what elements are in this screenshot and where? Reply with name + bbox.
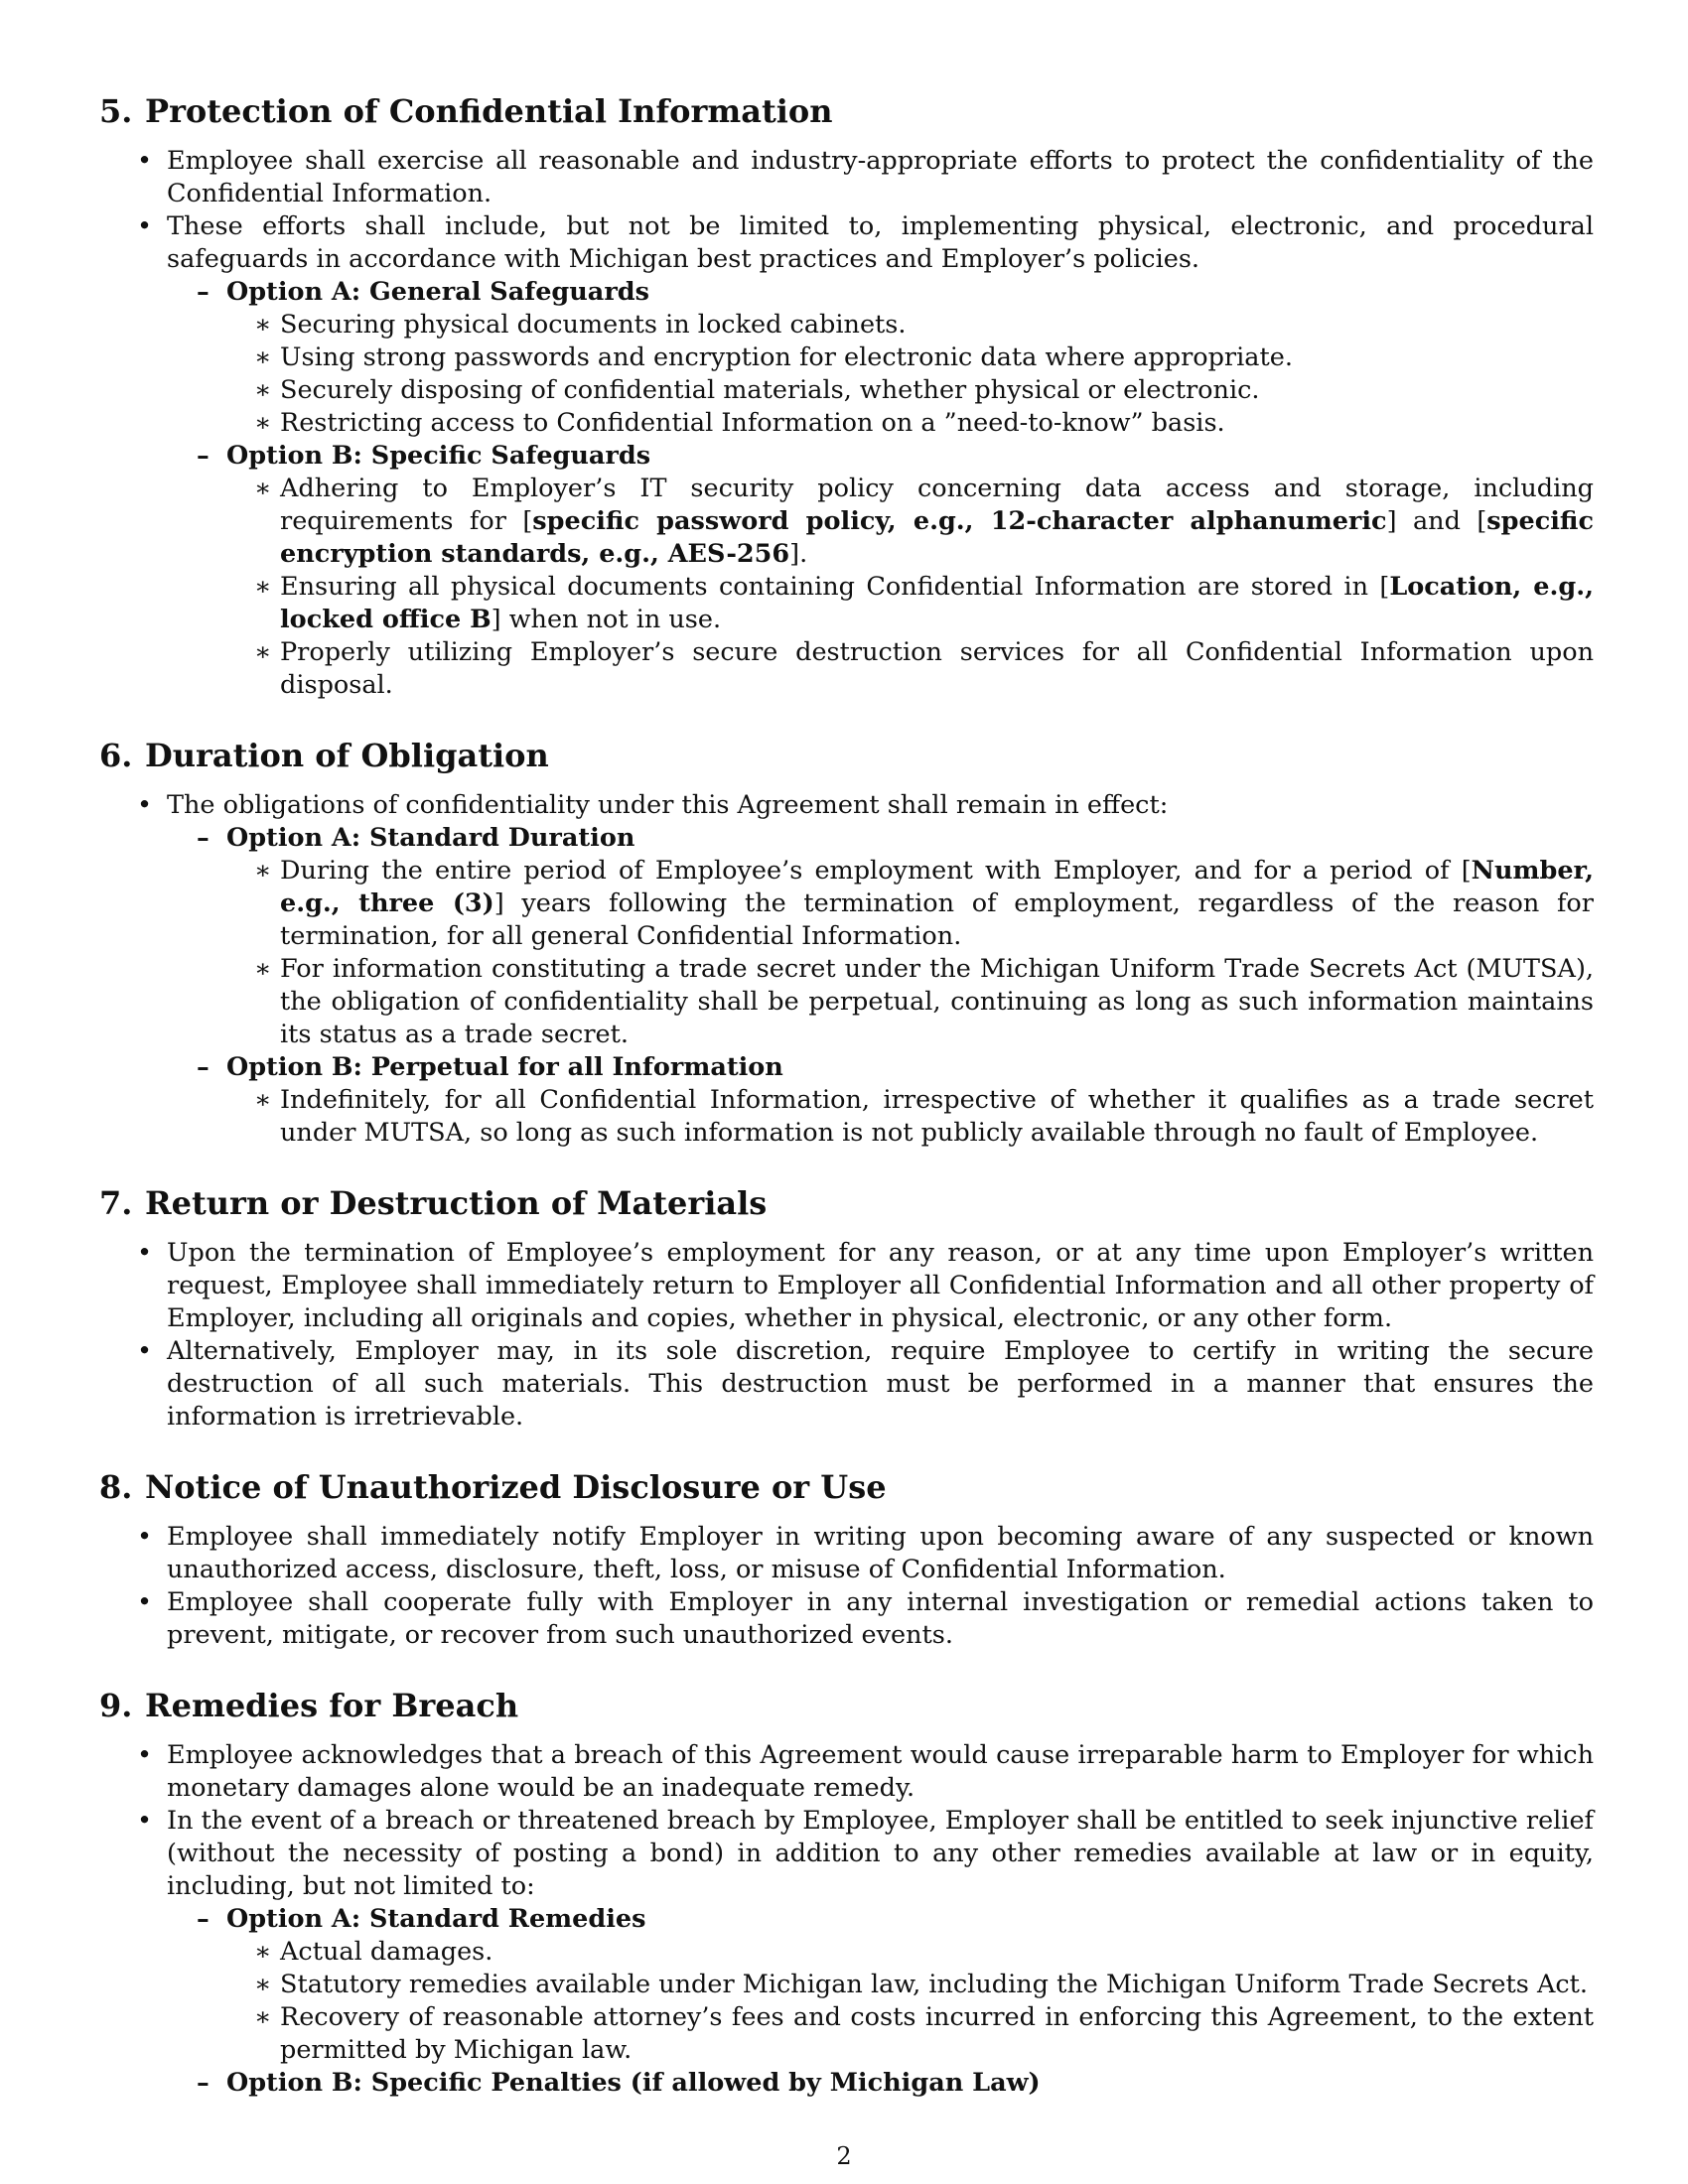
sub-item: ∗ Recovery of reasonable attorney’s fees and costs incurred in enforcing this Agreement, to the extent permitted by Michigan law. (226, 2001, 1594, 2067)
section-heading: 7. Return or Destruction of Materials (99, 1184, 768, 1222)
section-heading: 5. Protection of Confidential Information (99, 92, 833, 130)
sub-item: ∗ Indefinitely, for all Confidential Information, irrespective of whether it qualifies as a trade secret under MUTSA, so long as such information is not publicly available through no fault of Employee. (226, 1084, 1594, 1150)
option-item: – Option A: Standard Duration ∗ During the entire period of Employee’s employment with Employer, and for a period of [Number, e.g., three (3)] years following the termination of employment, regardless of the reason for termination, for all general Confidential Information. ∗ For information constituting a trade secret under the Michigan Uniform Trade Secrets Act (MUTSA), the obligation of confidentiality shall be perpetual, continuing as long as such information maintains its status as a trade secret. (167, 822, 1594, 1051)
sub-item: ∗ During the entire period of Employee’s employment with Employer, and for a period of [Number, e.g., three (3)] years following the termination of employment, regardless of the reason for termination, for all general Confidential Information. (226, 855, 1594, 953)
sub-item: ∗ Using strong passwords and encryption for electronic data where appropriate. (226, 341, 1594, 374)
section-heading: 9. Remedies for Breach (99, 1687, 519, 1724)
option-item: – Option B: Specific Safeguards ∗ Adhering to Employer’s IT security policy concerning data access and storage, including requirements for [specific password policy, e.g., 12-character alphanumeric] and [specific encryption standards, e.g., AES-256]. ∗ Ensuring all physical documents containing Confidential Information are stored in [Location, e.g., locked office B] when not in use. ∗ Properly utilizing Employer’s secure destruction services for all Confidential Information upon disposal. (167, 440, 1594, 702)
list-item: • Employee shall immediately notify Employer in writing upon becoming aware of any suspected or known unauthorized access, disclosure, theft, loss, or misuse of Confidential Information. (99, 1521, 1594, 1586)
sub-item: ∗ For information constituting a trade secret under the Michigan Uniform Trade Secrets Act (MUTSA), the obligation of confidentiality shall be perpetual, continuing as long as such information maintains its status as a trade secret. (226, 953, 1594, 1051)
page-number: 2 (836, 2142, 852, 2170)
list-item: • Upon the termination of Employee’s employment for any reason, or at any time upon Employer’s written request, Employee shall immediately return to Employer all Confidential Information and all other property of Employer, including all originals and copies, whether in physical, electronic, or any other form. (99, 1237, 1594, 1335)
list-item: • Employee shall exercise all reasonable and industry-appropriate efforts to protect the confidentiality of the Confidential Information. (99, 145, 1594, 210)
sub-item: ∗ Securely disposing of confidential materials, whether physical or electronic. (226, 374, 1594, 407)
section-9 (99, 1686, 1594, 2100)
option-item: – Option B: Specific Penalties (if allowed by Michigan Law) (167, 2067, 1594, 2100)
sub-item: ∗ Actual damages. (226, 1936, 1594, 1969)
sub-item: ∗ Properly utilizing Employer’s secure destruction services for all Confidential Information upon disposal. (226, 636, 1594, 702)
option-item: – Option A: General Safeguards ∗ Securing physical documents in locked cabinets. ∗ Using strong passwords and encryption for electronic data where appropriate. ∗ Securely disposing of confidential materials, whether physical or electronic. ∗ Restricting access to Confidential Information on a ”need-to-know” basis. (167, 276, 1594, 440)
list-item: • These efforts shall include, but not be limited to, implementing physical, electronic, and procedural safeguards in accordance with Michigan best practices and Employer’s policies. – Option A: General Safeguards ∗ Securing physical documents in locked cabinets. ∗ Using strong passwords and encryption for electronic data where appropriate. ∗ Securely disposing of confidential materials, whether physical or electronic. ∗ Restricting access to Confidential Information on a ”need-to-know” basis. – Option B: Specific Safeguards ∗ Adhering to Employer’s IT security policy concerning data access and storage, including requirements for [specific password policy, e.g., 12-character alphanumeric] and [specific encryption standards, e.g., AES-256]. ∗ Ensuring all physical documents containing Confidential Information are stored in [Location, e.g., locked office B] when not in use. ∗ Properly utilizing Employer’s secure destruction services for all Confidential Information upon disposal. (99, 210, 1594, 702)
section-7 (99, 1183, 1594, 1433)
section-6 (99, 736, 1594, 1150)
list-item: • Alternatively, Employer may, in its sole discretion, require Employee to certify in writing the secure destruction of all such materials. This destruction must be performed in a manner that ensures the information is irretrievable. (99, 1335, 1594, 1433)
option-item: – Option B: Perpetual for all Information ∗ Indefinitely, for all Confidential Information, irrespective of whether it qualifies as a trade secret under MUTSA, so long as such information is not publicly available through no fault of Employee. (167, 1051, 1594, 1150)
section-5 (99, 91, 1594, 702)
sub-item: ∗ Statutory remedies available under Michigan law, including the Michigan Uniform Trade Secrets Act. (226, 1969, 1594, 2001)
sub-item: ∗ Ensuring all physical documents containing Confidential Information are stored in [Location, e.g., locked office B] when not in use. (226, 571, 1594, 636)
section-heading: 8. Notice of Unauthorized Disclosure or Use (99, 1468, 887, 1506)
list-item: • Employee acknowledges that a breach of this Agreement would cause irreparable harm to Employer for which monetary damages alone would be an inadequate remedy. (99, 1739, 1594, 1805)
sub-item: ∗ Restricting access to Confidential Information on a ”need-to-know” basis. (226, 407, 1594, 440)
list-item: • In the event of a breach or threatened breach by Employee, Employer shall be entitled to seek injunctive relief (without the necessity of posting a bond) in addition to any other remedies available at law or in equity, including, but not limited to: – Option A: Standard Remedies ∗ Actual damages. ∗ Statutory remedies available under Michigan law, including the Michigan Uniform Trade Secrets Act. ∗ Recovery of reasonable attorney’s fees and costs incurred in enforcing this Agreement, to the extent permitted by Michigan law. – Option B: Specific Penalties (if allowed by Michigan Law) (99, 1805, 1594, 2100)
sub-item: ∗ Adhering to Employer’s IT security policy concerning data access and storage, including requirements for [specific password policy, e.g., 12-character alphanumeric] and [specific encryption standards, e.g., AES-256]. (226, 473, 1594, 571)
sub-item: ∗ Securing physical documents in locked cabinets. (226, 309, 1594, 341)
section-8 (99, 1467, 1594, 1652)
list-item: • The obligations of confidentiality under this Agreement shall remain in effect: – Option A: Standard Duration ∗ During the entire period of Employee’s employment with Employer, and for a period of [Number, e.g., three (3)] years following the termination of employment, regardless of the reason for termination, for all general Confidential Information. ∗ For information constituting a trade secret under the Michigan Uniform Trade Secrets Act (MUTSA), the obligation of confidentiality shall be perpetual, continuing as long as such information maintains its status as a trade secret. – Option B: Perpetual for all Information ∗ Indefinitely, for all Confidential Information, irrespective of whether it qualifies as a trade secret under MUTSA, so long as such information is not publicly available through no fault of Employee. (99, 789, 1594, 1150)
option-item: – Option A: Standard Remedies ∗ Actual damages. ∗ Statutory remedies available under Michigan law, including the Michigan Uniform Trade Secrets Act. ∗ Recovery of reasonable attorney’s fees and costs incurred in enforcing this Agreement, to the extent permitted by Michigan law. (167, 1903, 1594, 2067)
document-page (99, 91, 1594, 2133)
list-item: • Employee shall cooperate fully with Employer in any internal investigation or remedial actions taken to prevent, mitigate, or recover from such unauthorized events. (99, 1586, 1594, 1652)
section-heading: 6. Duration of Obligation (99, 737, 549, 774)
